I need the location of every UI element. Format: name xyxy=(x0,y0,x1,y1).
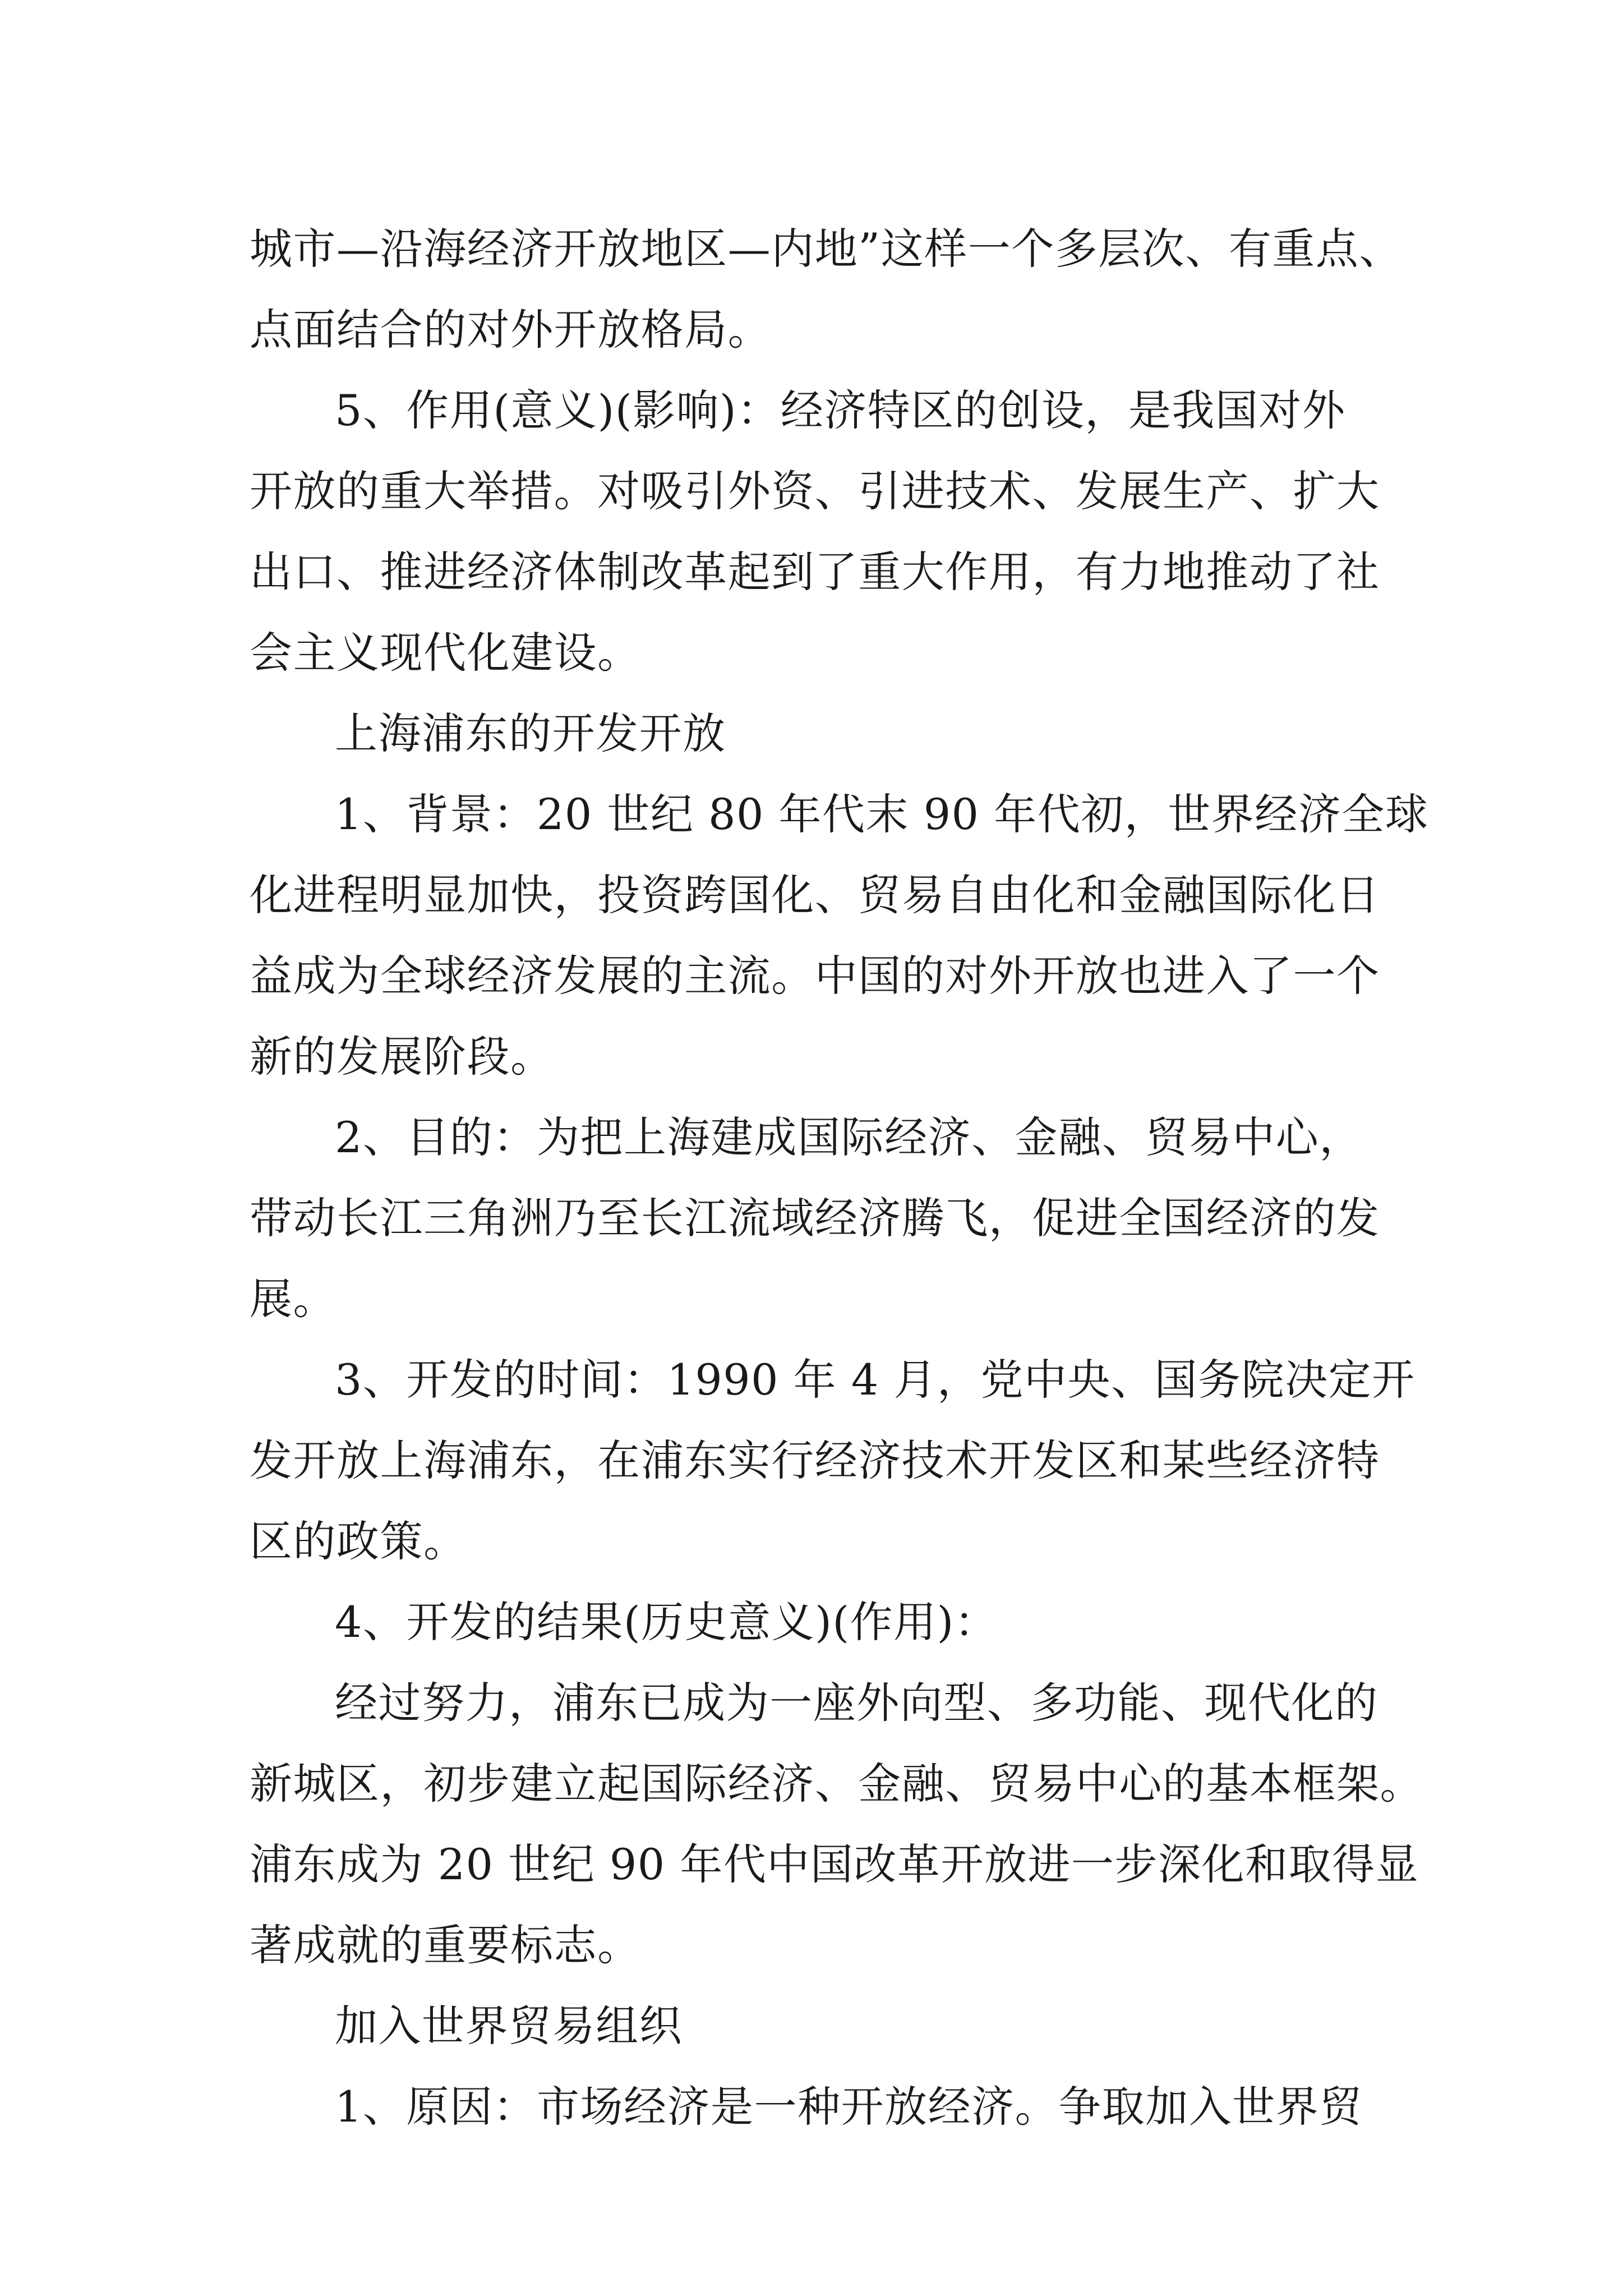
text-line: 经过努力，浦东已成为一座外向型、多功能、现代化的 xyxy=(335,1678,1378,1728)
text-line: 益成为全球经济发展的主流。中国的对外开放也进入了一个 xyxy=(250,951,1380,1001)
text-line: 1、背景：20 世纪 80 年代末 90 年代初，世界经济全球 xyxy=(335,789,1429,839)
text-line: 化进程明显加快，投资跨国化、贸易自由化和金融国际化日 xyxy=(250,870,1380,920)
text-line: 会主义现代化建设。 xyxy=(250,628,641,678)
text-line: 发开放上海浦东，在浦东实行经济技术开发区和某些经济特 xyxy=(250,1435,1380,1485)
text-line: 1、原因：市场经济是一种开放经济。争取加入世界贸 xyxy=(335,2082,1363,2132)
text-line: 带动长江三角洲乃至长江流域经济腾飞，促进全国经济的发 xyxy=(250,1193,1380,1243)
text-line: 3、开发的时间：1990 年 4 月，党中央、国务院决定开 xyxy=(335,1355,1415,1405)
text-line: 展。 xyxy=(250,1274,337,1324)
text-line: 上海浦东的开发开放 xyxy=(335,708,726,758)
text-line: 出口、推进经济体制改革起到了重大作用，有力地推动了社 xyxy=(250,547,1380,597)
text-line: 5、作用(意义)(影响)：经济特区的创设，是我国对外 xyxy=(335,385,1346,435)
text-line: 2、目的：为把上海建成国际经济、金融、贸易中心， xyxy=(335,1112,1363,1162)
text-line: 新城区，初步建立起国际经济、金融、贸易中心的基本框架。 xyxy=(250,1759,1424,1809)
text-line: 著成就的重要标志。 xyxy=(250,1920,641,1970)
text-line: 新的发展阶段。 xyxy=(250,1032,554,1082)
text-line: 开放的重大举措。对吸引外资、引进技术、发展生产、扩大 xyxy=(250,466,1380,516)
document-text xyxy=(250,209,1429,2147)
text-line: 4、开发的结果(历史意义)(作用)： xyxy=(335,1597,998,1647)
text-line: 城市—沿海经济开放地区—内地”这样一个多层次、有重点、 xyxy=(250,224,1403,274)
text-line: 浦东成为 20 世纪 90 年代中国改革开放进一步深化和取得显 xyxy=(250,1839,1419,1889)
text-line: 区的政策。 xyxy=(250,1516,467,1566)
text-line: 点面结合的对外开放格局。 xyxy=(250,305,772,355)
text-line: 加入世界贸易组织 xyxy=(335,2001,683,2051)
